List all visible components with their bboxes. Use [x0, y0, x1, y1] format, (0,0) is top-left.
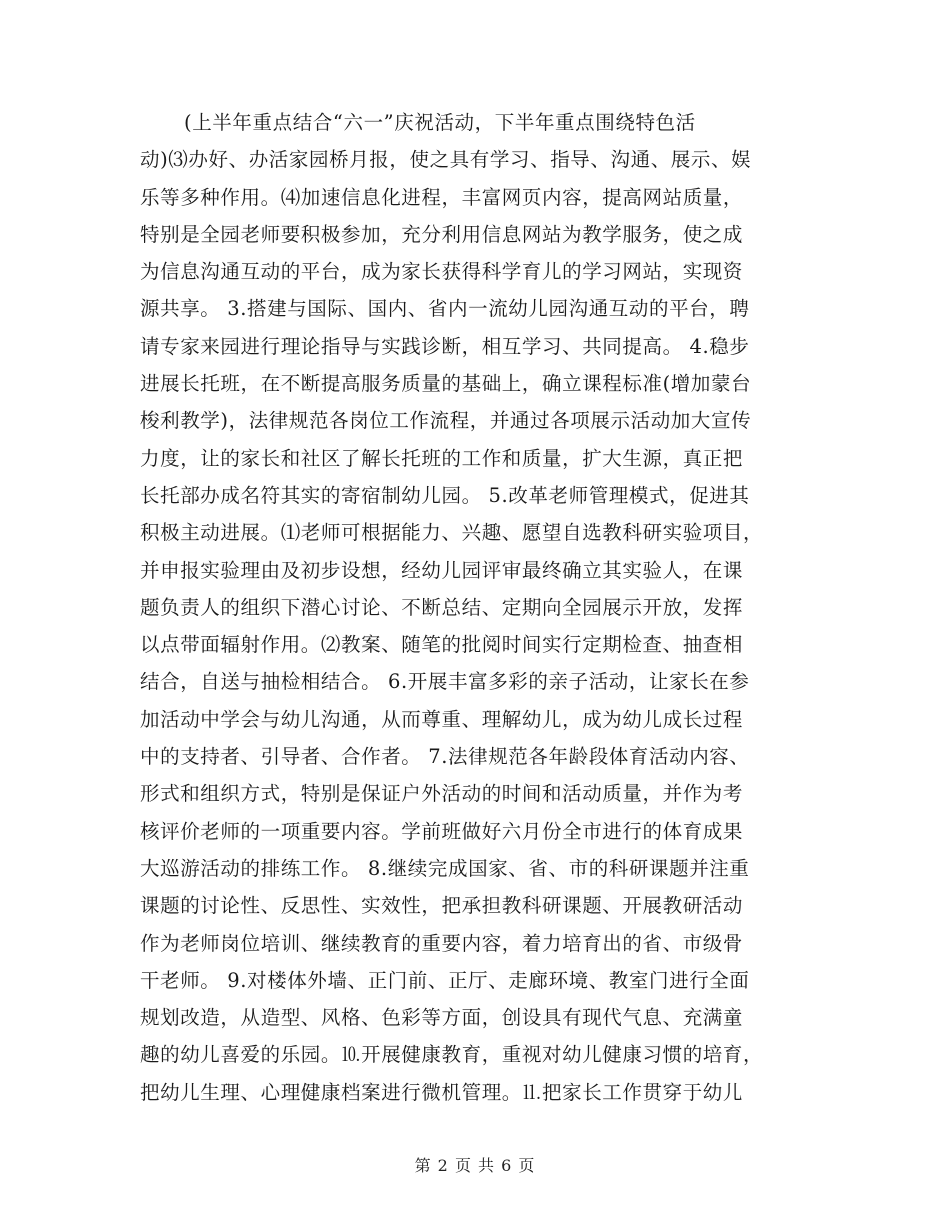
text-line: 积极主动进展。⑴老师可根据能力、兴趣、愿望自选教科研实验项目， — [140, 521, 764, 545]
text-line: 把幼儿生理、心理健康档案进行微机管理。⒒把家长工作贯穿于幼儿 — [140, 1080, 744, 1104]
text-line: 特别是全园老师要积极参加，充分利用信息网站为教学服务，使之成 — [140, 222, 744, 246]
text-line: 乐等多种作用。⑷加速信息化进程，丰富网页内容，提高网站质量， — [140, 185, 744, 209]
text-line: 大巡游活动的排练工作。 8.继续完成国家、省、市的科研课题并注重 — [140, 856, 750, 880]
text-line: 进展长托班，在不断提高服务质量的基础上，确立课程标准(增加蒙台 — [140, 372, 752, 396]
body-text — [140, 104, 812, 1111]
text-line: 并申报实验理由及初步设想，经幼儿园评审最终确立其实验人，在课 — [140, 558, 744, 582]
text-line: 加活动中学会与幼儿沟通，从而尊重、理解幼儿，成为幼儿成长过程 — [140, 707, 744, 731]
text-line: 作为老师岗位培训、继续教育的重要内容，着力培育出的省、市级骨 — [140, 931, 744, 955]
text-line: 动)⑶办好、办活家园桥月报，使之具有学习、指导、沟通、展示、娱 — [140, 148, 752, 172]
text-line: 以点带面辐射作用。⑵教案、随笔的批阅时间实行定期检查、抽查相 — [140, 633, 744, 657]
text-line: 趣的幼儿喜爱的乐园。⒑开展健康教育，重视对幼儿健康习惯的培育， — [140, 1043, 764, 1067]
text-line: 力度，让的家长和社区了解长托班的工作和质量，扩大生源，真正把 — [140, 446, 744, 470]
text-line: 结合，自送与抽检相结合。 6.开展丰富多彩的亲子活动，让家长在参 — [140, 670, 750, 694]
text-line: 为信息沟通互动的平台，成为家长获得科学育儿的学习网站，实现资 — [140, 260, 744, 284]
text-line: 形式和组织方式，特别是保证户外活动的时间和活动质量，并作为考 — [140, 782, 744, 806]
text-line: 梭利教学)，法律规范各岗位工作流程，并通过各项展示活动加大宣传 — [140, 409, 752, 433]
text-line: 题负责人的组织下潜心讨论、不断总结、定期向全园展示开放，发挥 — [140, 595, 744, 619]
text-line: 规划改造，从造型、风格、色彩等方面，创设具有现代气息、充满童 — [140, 1006, 744, 1030]
text-line: (上半年重点结合“六一”庆祝活动，下半年重点围绕特色活 — [184, 111, 696, 134]
text-line: 课题的讨论性、反思性、实效性，把承担教科研课题、开展教研活动 — [140, 894, 744, 918]
page-number-footer: 第 2 页 共 6 页 — [414, 1156, 536, 1175]
text-line: 中的支持者、引导者、合作者。 7.法律规范各年龄段体育活动内容、 — [140, 745, 750, 769]
text-line: 干老师。 9.对楼体外墙、正门前、正厅、走廊环境、教室门进行全面 — [140, 968, 750, 992]
text-line: 长托部办成名符其实的寄宿制幼儿园。 5.改革老师管理模式，促进其 — [140, 483, 750, 507]
text-line: 核评价老师的一项重要内容。学前班做好六月份全市进行的体育成果 — [140, 819, 744, 843]
text-line: 请专家来园进行理论指导与实践诊断，相互学习、共同提高。 4.稳步 — [140, 334, 750, 358]
text-line: 源共享。 3.搭建与国际、国内、省内一流幼儿园沟通互动的平台，聘 — [140, 297, 750, 321]
